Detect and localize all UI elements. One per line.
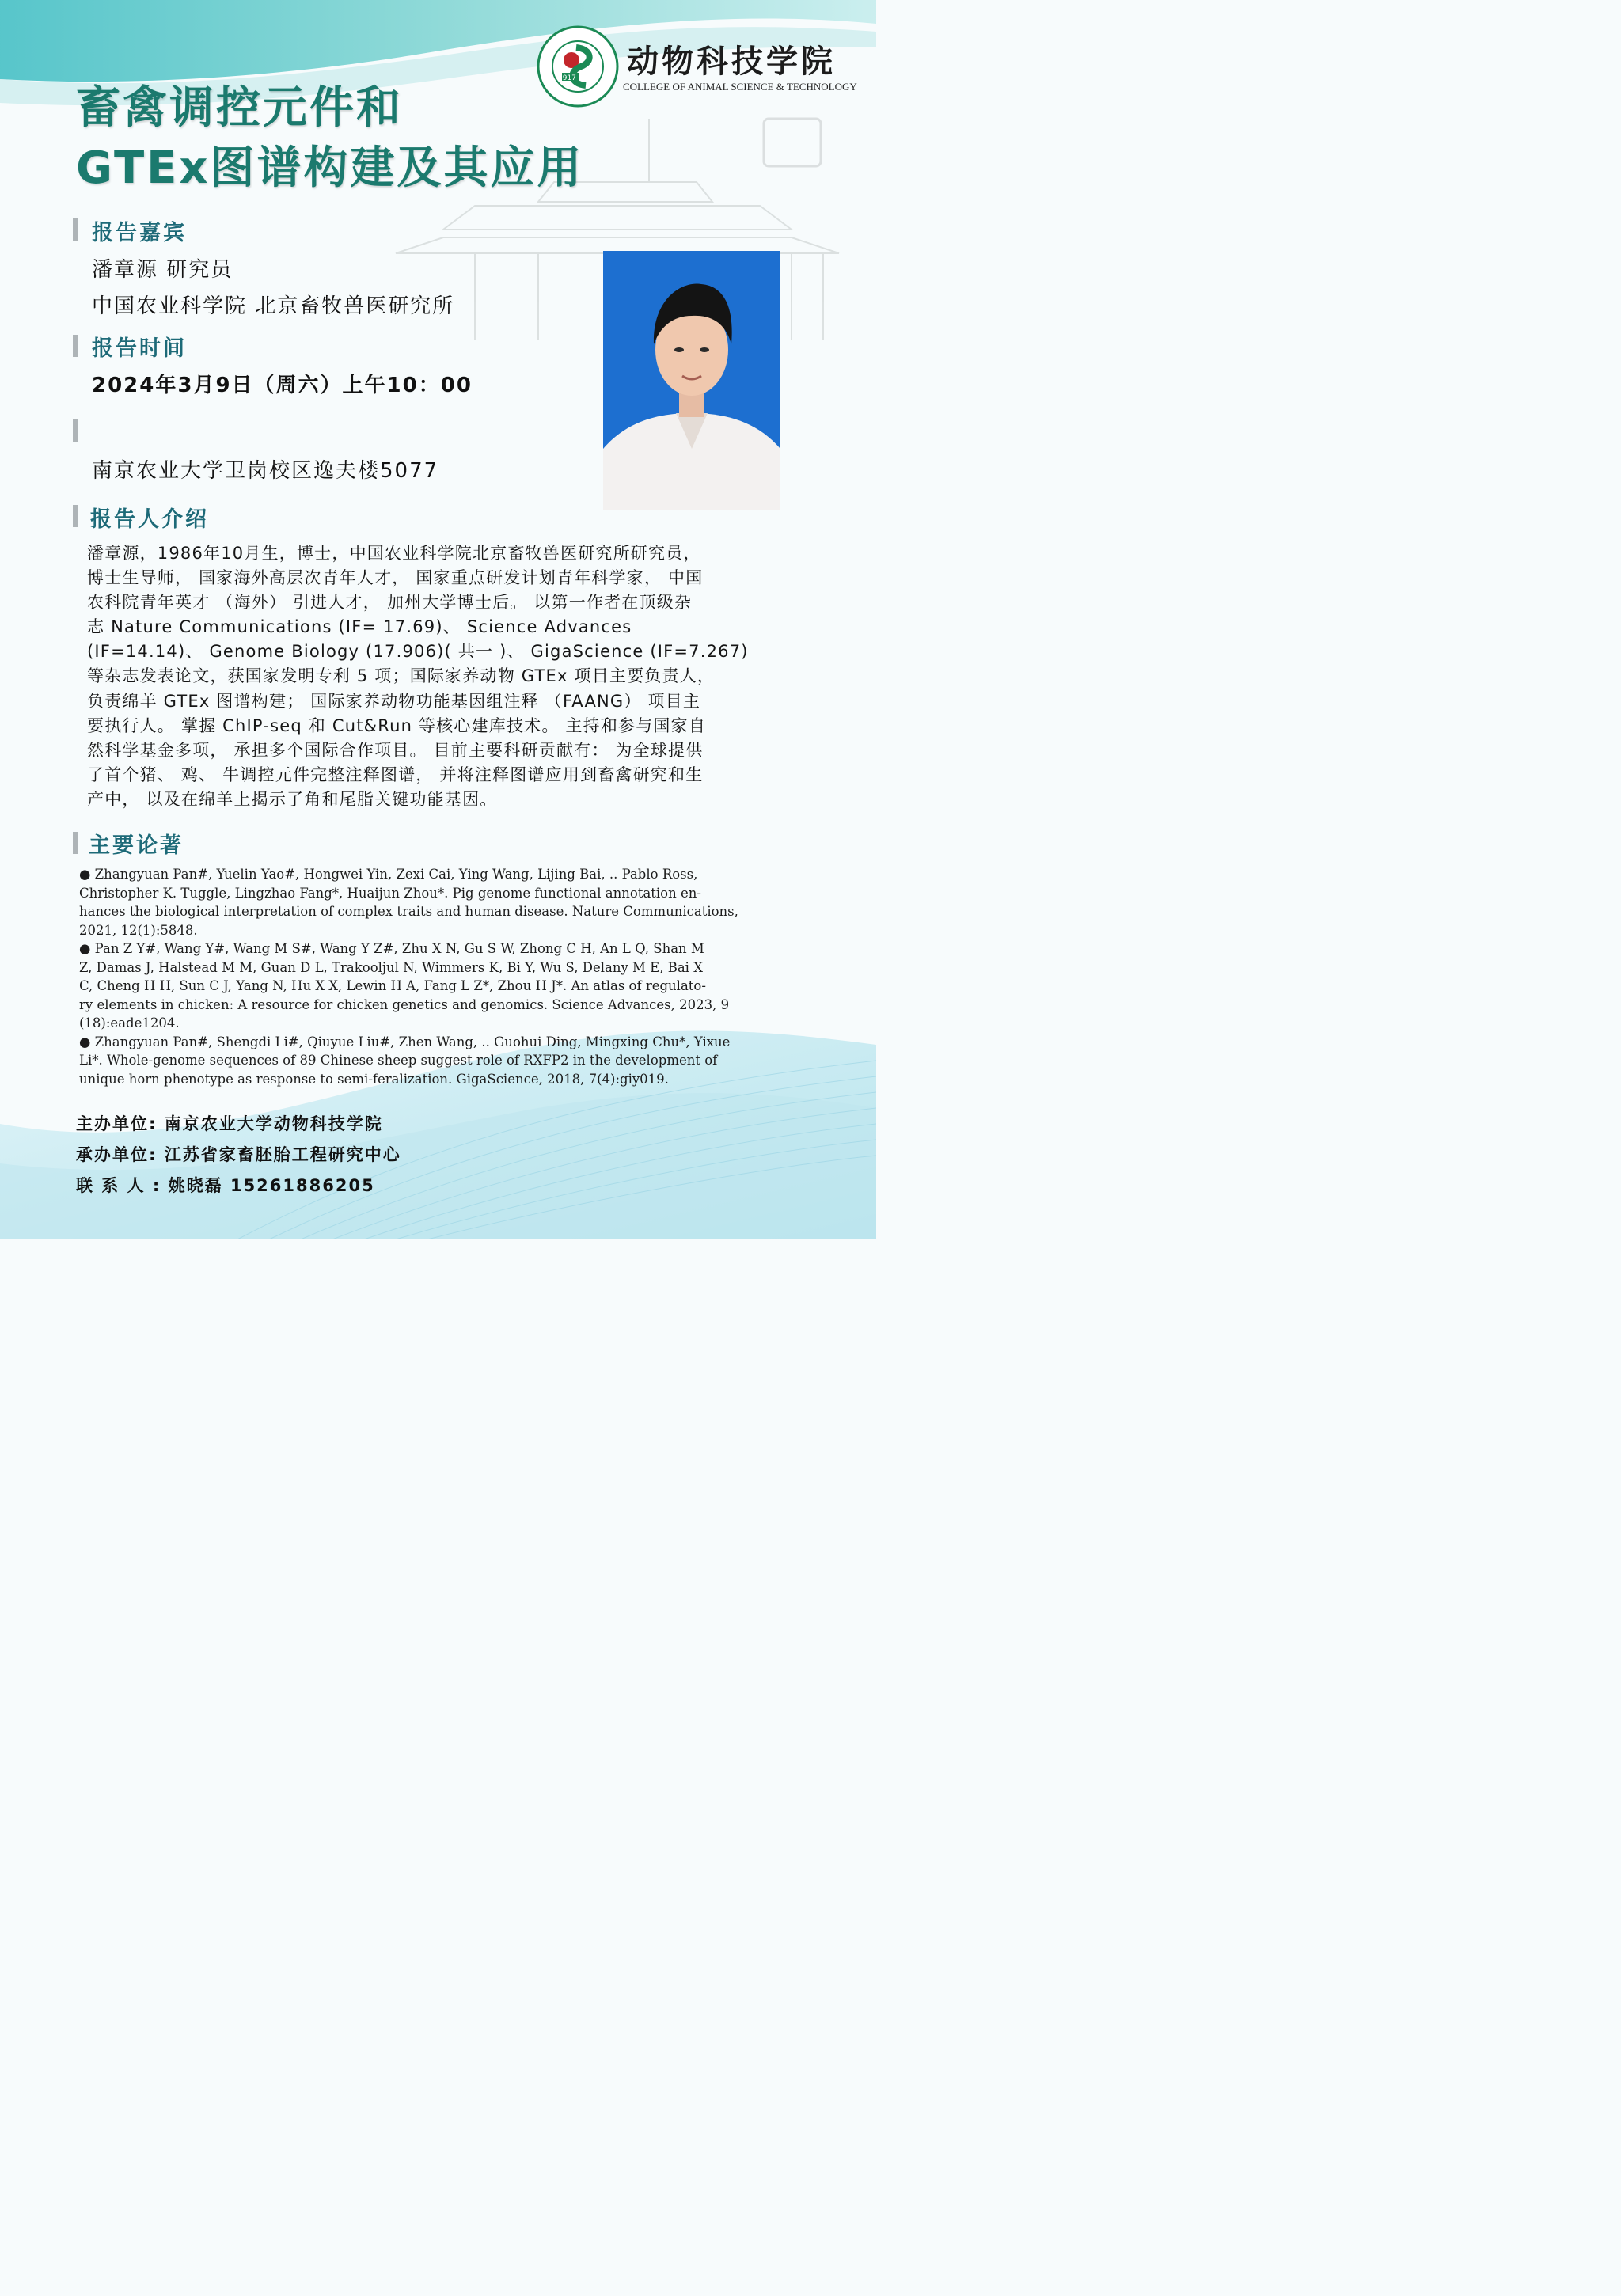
- bio-line: 农科院青年英才 （海外） 引进人才， 加州大学博士后。 以第一作者在顶级杂: [87, 593, 693, 613]
- college-name-cn: 动物科技学院: [627, 43, 836, 80]
- publication-line: Li*. Whole-genome sequences of 89 Chinese sheep suggest role of RXFP2 in the development of: [79, 1053, 718, 1068]
- bio-heading: 报告人介绍: [90, 507, 209, 532]
- bio-line: 等杂志发表论文，获国家发明专利 5 项；国际家养动物 GTEx 项目主要负责人，: [87, 666, 716, 686]
- bio-line: 负责绵羊 GTEx 图谱构建； 国际家养动物功能基因组注释 （FAANG） 项目主: [87, 691, 701, 711]
- section-bar: [73, 419, 78, 442]
- bio-line: 了首个猪、 鸡、 牛调控元件完整注释图谱， 并将注释图谱应用到畜禽研究和生: [87, 765, 704, 784]
- section-bar: [73, 335, 78, 357]
- publication-line: Christopher K. Tuggle, Lingzhao Fang*, Huaijun Zhou*. Pig genome functional annotation en-: [79, 885, 701, 901]
- section-bar: [73, 218, 78, 241]
- bio-line: 潘章源，1986年10月生，博士，中国农业科学院北京畜牧兽医研究所研究员，: [87, 544, 701, 563]
- venue-value: 南京农业大学卫岗校区逸夫楼5077: [92, 459, 439, 483]
- publication-line: unique horn phenotype as response to semi-feralization. GigaScience, 2018, 7(4):giy019.: [79, 1071, 669, 1087]
- publication-line: ● Zhangyuan Pan#, Yuelin Yao#, Hongwei Yin, Zexi Cai, Ying Wang, Lijing Bai, .. Pablo Ross,: [79, 867, 698, 882]
- publication-line: ry elements in chicken: A resource for chicken genetics and genomics. Science Advances, 2023, 9: [79, 996, 730, 1012]
- publication-line: 2021, 12(1):5848.: [79, 922, 198, 938]
- speaker-affiliation: 中国农业科学院 北京畜牧兽医研究所: [92, 294, 455, 318]
- time-value: 2024年3月9日（周六）上午10：00: [92, 374, 473, 397]
- bio-text: [87, 541, 815, 812]
- seal-year: 1917: [558, 74, 576, 82]
- section-bar: [73, 832, 78, 854]
- publications-heading: 主要论著: [89, 833, 184, 858]
- organizer-unit: 承办单位: 江苏省家畜胚胎工程研究中心: [76, 1145, 401, 1164]
- publication-line: C, Cheng H H, Sun C J, Yang N, Hu X X, Lewin H A, Fang L Z*, Zhou H J*. An atlas of regulato-: [79, 978, 706, 993]
- bio-line: 志 Nature Communications (IF= 17.69)、 Science Advances: [87, 617, 632, 637]
- section-bar: [73, 505, 78, 527]
- bio-line: 博士生导师， 国家海外高层次青年人才， 国家重点研发计划青年科学家， 中国: [87, 568, 704, 588]
- publication-line: ● Pan Z Y#, Wang Y#, Wang M S#, Wang Y Z#, Zhu X N, Gu S W, Zhong C H, An L Q, Shan M: [79, 941, 704, 956]
- bio-line: 产中， 以及在绵羊上揭示了角和尾脂关键功能基因。: [87, 789, 498, 809]
- bio-line: 然科学基金多项， 承担多个国际合作项目。 目前主要科研贡献有： 为全球提供: [87, 740, 704, 760]
- time-heading: 报告时间: [92, 336, 187, 361]
- publication-line: (18):eade1204.: [79, 1015, 180, 1030]
- title-line-2: GTEx图谱构建及其应用: [76, 142, 584, 194]
- college-seal-logo: [537, 25, 619, 108]
- publication-line: hances the biological interpretation of complex traits and human disease. Nature Communications,: [79, 904, 738, 919]
- college-name-en: COLLEGE OF ANIMAL SCIENCE & TECHNOLOGY: [623, 81, 857, 93]
- bio-line: 要执行人。 掌握 ChIP-seq 和 Cut&Run 等核心建库技术。 主持和参与国家自: [87, 715, 707, 735]
- speaker-name: 潘章源 研究员: [92, 258, 233, 282]
- publication-line: ● Zhangyuan Pan#, Shengdi Li#, Qiuyue Liu#, Zhen Wang, .. Guohui Ding, Mingxing Chu*, Yixue: [79, 1034, 731, 1049]
- title-line-1: 畜禽调控元件和: [76, 82, 403, 134]
- contact-person: 联 系 人 : 姚晓磊 15261886205: [76, 1176, 375, 1195]
- bio-line: (IF=14.14)、 Genome Biology (17.906)( 共一 )、 GigaScience (IF=7.267): [87, 642, 749, 662]
- host-unit: 主办单位: 南京农业大学动物科技学院: [76, 1114, 383, 1133]
- speaker-photo: [603, 251, 780, 510]
- speaker-heading: 报告嘉宾: [92, 221, 187, 245]
- publication-list: [79, 865, 843, 1088]
- publication-line: Z, Damas J, Halstead M M, Guan D L, Trakooljul N, Wimmers K, Bi Y, Wu S, Delany M E, Bai X: [79, 959, 703, 975]
